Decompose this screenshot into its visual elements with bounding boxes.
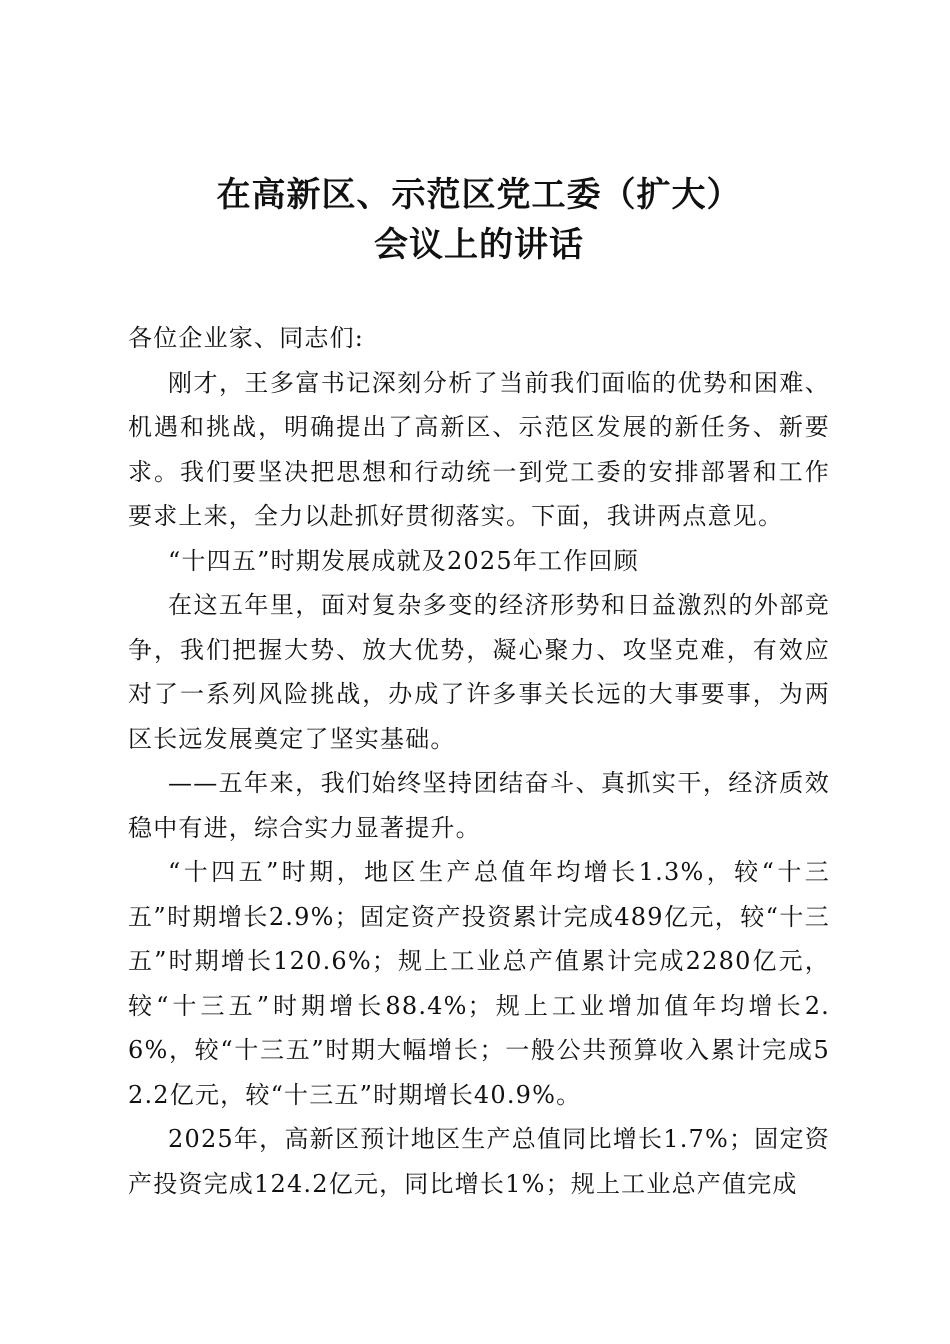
paragraph-five-years: ——五年来，我们始终坚持团结奋斗、真抓实干，经济质效稳中有进，综合实力显著提升。 (128, 769, 830, 842)
paragraph-statistics: “十四五”时期，地区生产总值年均增长1.3%，较“十三五”时期增长2.9%；固定资产投资累计完成489亿元，较“十三五”时期增长120.6%；规上工业总产值累计完成2280亿元，较“十三五”时期增长88.4%；规上工业增加值年均增长2.6%，较“十三五”时期大幅增长；一般公共预算收入累计完成52.2亿元，较“十三五”时期增长40.9%。 (128, 858, 830, 1109)
title-line-1: 在高新区、示范区党工委（扩大） (216, 175, 742, 215)
paragraph-2025: 2025年，高新区预计地区生产总值同比增长1.7%；固定资产投资完成124.2亿元，同比增长1%；规上工业总产值完成 (128, 1125, 830, 1198)
document-page (128, 170, 830, 1206)
paragraph-intro: 刚才，王多富书记深刻分析了当前我们面临的优势和困难、机遇和挑战，明确提出了高新区、示范区发展的新任务、新要求。我们要坚决把思想和行动统一到党工委的安排部署和工作要求上来，全力以赴抓好贯彻落实。下面，我讲两点意见。 (128, 368, 830, 530)
salutation: 各位企业家、同志们: (128, 324, 365, 352)
document-body (128, 316, 830, 1206)
paragraph-overview: 在这五年里，面对复杂多变的经济形势和日益激烈的外部竞争，我们把握大势、放大优势，凝心聚力、攻坚克难，有效应对了一系列风险挑战，办成了许多事关长远的大事要事，为两区长远发展奠定了坚实基础。 (128, 591, 830, 753)
document-title (128, 170, 830, 270)
section-heading: “十四五”时期发展成就及2025年工作回顾 (168, 546, 639, 575)
title-line-2: 会议上的讲话 (374, 225, 584, 265)
